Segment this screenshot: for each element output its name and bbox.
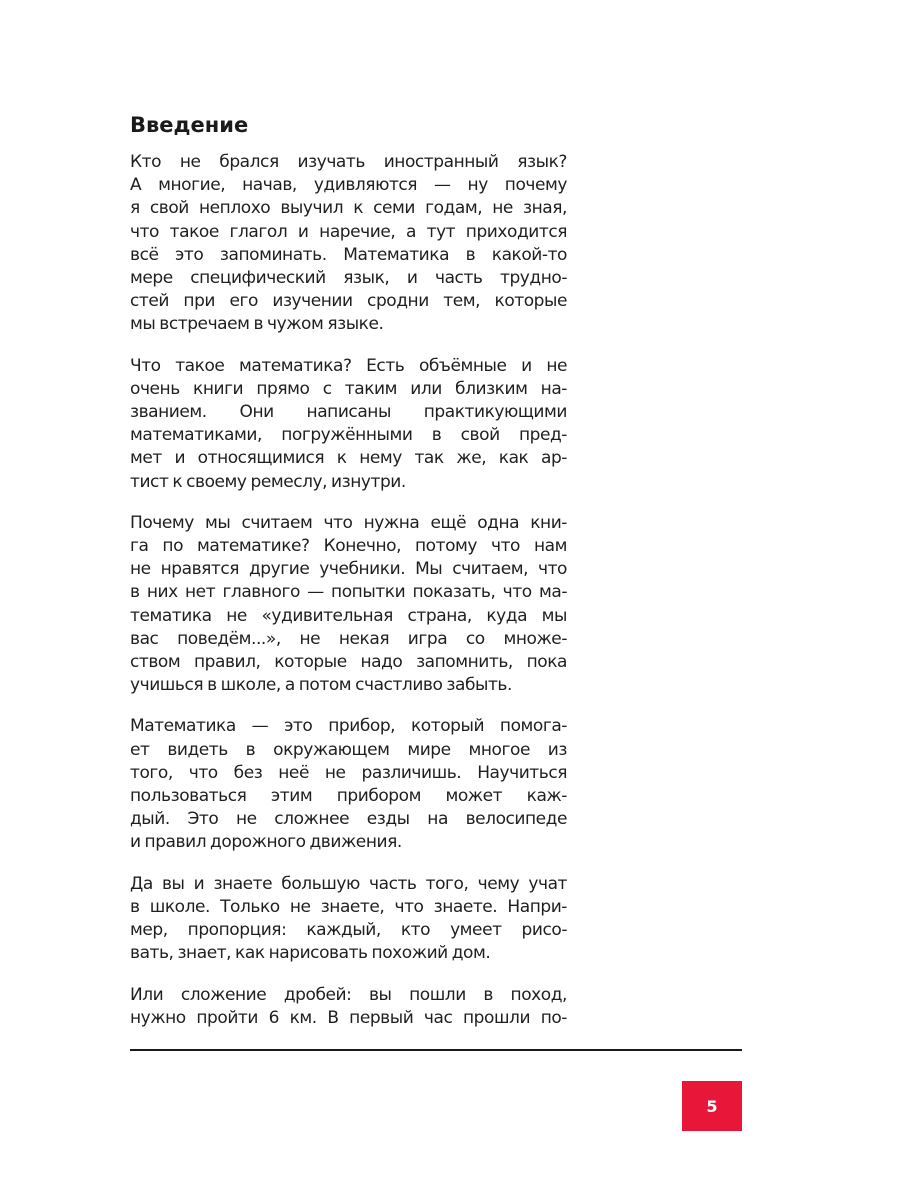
text-line: Да вы и знаете большую часть того, чему учат: [130, 873, 567, 894]
text-line: Или сложение дробей: вы пошли в поход,: [130, 984, 567, 1005]
text-line: я свой неплохо выучил к семи годам, не зная,: [130, 198, 567, 219]
text-line: вас поведём...», не некая игра со множе-: [130, 628, 567, 649]
text-line: всё это запоминать. Математика в какой-то: [130, 244, 567, 265]
text-line: дый. Это не сложнее езды на велосипеде: [130, 809, 567, 830]
footer-rule: [130, 1049, 742, 1051]
text-line: вать, знает, как нарисовать похожий дом.: [130, 943, 491, 964]
text-line: га по математике? Конечно, потому что нам: [130, 536, 567, 557]
text-line: мы встречаем в чужом языке.: [130, 314, 384, 335]
text-line: А многие, начав, удивляются — ну почему: [130, 175, 567, 196]
text-line: ством правил, которые надо запомнить, пока: [130, 652, 567, 673]
text-line: мере специфический язык, и часть трудно-: [130, 268, 567, 289]
text-line: нужно пройти 6 км. В первый час прошли по-: [130, 1007, 567, 1028]
text-line: пользоваться этим прибором может каж-: [130, 786, 567, 807]
paragraph: [130, 355, 567, 494]
text-line: ет видеть в окружающем мире многое из: [130, 739, 567, 760]
chapter-heading: Введение: [130, 113, 249, 137]
text-line: в школе. Только не знаете, что знаете. Напри-: [130, 896, 567, 917]
text-line: что такое глагол и наречие, а тут приходится: [130, 221, 567, 242]
text-line: Почему мы считаем что нужна ещё одна кни-: [130, 512, 567, 533]
text-line: Кто не брался изучать иностранный язык?: [130, 152, 567, 172]
text-line: мет и относящимися к нему так же, как ар-: [130, 448, 567, 469]
paragraph: [130, 984, 567, 1030]
text-line: математиками, погружёнными в свой пред-: [130, 425, 567, 446]
text-line: Что такое математика? Есть объёмные и не: [130, 355, 567, 376]
paragraph: [130, 873, 567, 966]
text-line: Математика — это прибор, который помога-: [130, 716, 567, 737]
page-number: 5: [706, 1096, 718, 1116]
text-line: мер, пропорция: каждый, кто умеет рисо-: [130, 920, 567, 941]
text-line: не нравятся другие учебники. Мы считаем, что: [130, 559, 567, 580]
text-line: стей при его изучении сродни тем, которые: [130, 291, 567, 312]
paragraph: [130, 512, 567, 698]
text-line: того, что без неё не различишь. Научиться: [130, 762, 567, 783]
text-line: и правил дорожного движения.: [130, 832, 402, 853]
paragraph: [130, 151, 567, 337]
body-text: [130, 151, 567, 1048]
text-line: учишься в школе, а потом счастливо забыть.: [130, 675, 512, 696]
page-number-badge: [682, 1081, 742, 1131]
text-line: тематика не «удивительная страна, куда мы: [130, 605, 567, 626]
text-line: званием. Они написаны практикующими: [130, 402, 567, 423]
paragraph: [130, 715, 567, 854]
text-line: очень книги прямо с таким или близким на-: [130, 378, 567, 399]
text-line: в них нет главного — попытки показать, что ма-: [130, 582, 567, 603]
text-line: тист к своему ремеслу, изнутри.: [130, 471, 406, 492]
